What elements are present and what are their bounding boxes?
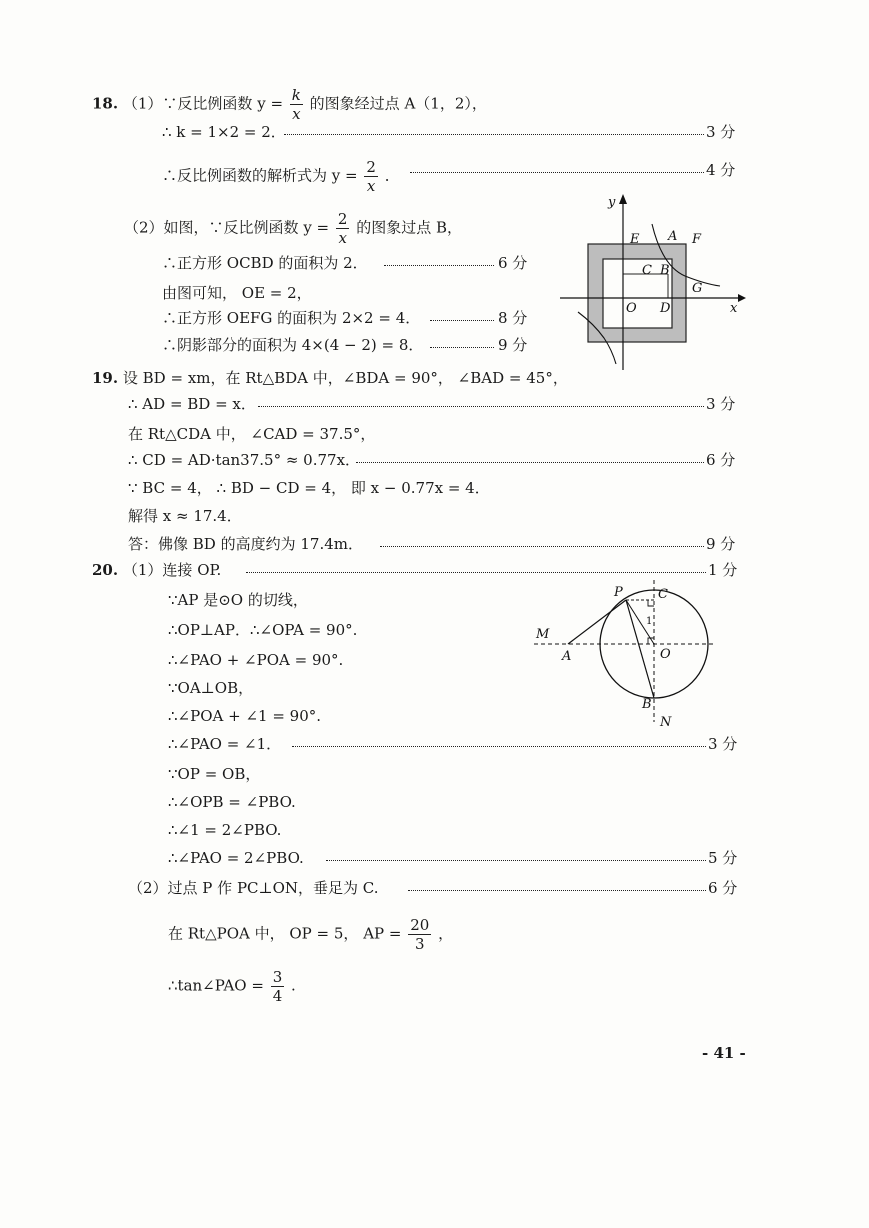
- q20-line8: ∵OP = OB，: [168, 765, 261, 783]
- label-angle-1: 1: [646, 616, 653, 627]
- q20-fraction-3-over-4: $\frac{3}{4}$: [272, 968, 283, 1005]
- label-M: M: [536, 627, 550, 642]
- q20-line3: ∴OP⊥AP．∴∠OPA = 90°.: [168, 621, 358, 639]
- label-G: G: [692, 281, 703, 296]
- q18-leader3: [384, 265, 494, 266]
- x-axis-arrow: [738, 294, 746, 302]
- q18-leader5: [430, 320, 494, 321]
- label-x: x: [730, 301, 738, 316]
- q19-line4: ∴ CD = AD·tan37.5° ≈ 0.77x．: [128, 451, 361, 469]
- q20-line5: ∵OA⊥OB，: [168, 679, 254, 697]
- right-angle-mark-c: [648, 600, 654, 606]
- q19-score4: 6 分: [706, 451, 736, 469]
- q20-figure: [530, 580, 720, 730]
- label-C: C: [642, 263, 652, 278]
- label-D: D: [660, 301, 671, 316]
- q19-line1: 19. 设 BD = xm，在 Rt△BDA 中，∠BDA = 90°， ∠BAD = 45°，: [92, 369, 568, 387]
- q19-line5: ∵ BC = 4， ∴ BD − CD = 4， 即 x − 0.77x = 4．: [128, 479, 490, 497]
- q19-leader7: [380, 546, 704, 547]
- q18-score1: 3 分: [706, 123, 736, 141]
- q20-fraction-20-over-3: $\frac{20}{3}$: [410, 916, 430, 953]
- q19-leader4: [356, 462, 704, 463]
- label-B: B: [642, 697, 652, 712]
- label-F: F: [692, 232, 702, 247]
- q18-line1: [92, 86, 487, 123]
- q20-line7: ∴∠PAO = ∠1．: [168, 735, 282, 753]
- q19-number: 19.: [92, 369, 119, 387]
- q18-number: 18.: [92, 94, 119, 113]
- q20-score11: 5 分: [708, 849, 738, 867]
- q20-score1: 1 分: [708, 561, 738, 579]
- q18-leader1: [284, 134, 704, 135]
- q18-step2: ∴反比例函数的解析式为 y = $\frac{2}{x}$ ．: [162, 158, 400, 195]
- q20-number: 20.: [92, 561, 119, 579]
- q18-score5: 8 分: [498, 309, 528, 327]
- label-A: A: [668, 229, 678, 244]
- q20-line12: （2）过点 P 作 PC⊥ON，垂足为 C.: [128, 879, 379, 897]
- label-P: P: [614, 585, 623, 600]
- label-O: O: [660, 647, 671, 662]
- q18-leader2: [410, 172, 704, 173]
- q20-line4: ∴∠PAO + ∠POA = 90°.: [168, 651, 344, 669]
- label-N: N: [660, 715, 672, 730]
- q18-fraction-k-over-x: $\frac{k}{x}$: [291, 86, 301, 123]
- q20-line13: 在 Rt△POA 中， OP = 5， AP = $\frac{20}{3}$ ，: [168, 916, 454, 953]
- q18-score2: 4 分: [706, 161, 736, 179]
- q20-score12: 6 分: [708, 879, 738, 897]
- q18-part2: （2）如图，∵反比例函数 y = $\frac{2}{x}$ 的图象过点 B，: [124, 210, 463, 247]
- q19-leader2: [258, 406, 704, 407]
- q18-fraction-2-over-x: $\frac{2}{x}$: [366, 158, 376, 195]
- q20-line10: ∴∠1 = 2∠PBO.: [168, 821, 282, 839]
- q18-step6: ∴阴影部分的面积为 4×(4 − 2) = 8．: [162, 336, 424, 354]
- y-axis-arrow: [619, 194, 627, 204]
- q19-score2: 3 分: [706, 395, 736, 413]
- q20-line2: ∵AP 是⊙O 的切线，: [168, 591, 308, 609]
- q18-score3: 6 分: [498, 254, 528, 272]
- q20-line1: 20. （1）连接 OP.: [92, 561, 222, 579]
- q20-line11: ∴∠PAO = 2∠PBO.: [168, 849, 304, 867]
- q20-leader1: [246, 572, 706, 573]
- q18-step3: ∴正方形 OCBD 的面积为 2．: [162, 254, 368, 272]
- label-C: C: [658, 587, 668, 602]
- tangent-ap: [568, 600, 626, 644]
- q18-figure: [560, 188, 750, 370]
- q18-part1-text-b: 的图象经过点 A（1，2），: [309, 94, 487, 113]
- q19-line6: 解得 x ≈ 17.4．: [128, 507, 242, 525]
- label-E: E: [630, 232, 640, 247]
- q20-line14: ∴tan∠PAO = $\frac{3}{4}$ .: [168, 968, 296, 1005]
- q20-leader12: [408, 890, 706, 891]
- q19-line7: 答：佛像 BD 的高度约为 17.4m．: [128, 535, 363, 553]
- q18-step1: ∴ k = 1×2 = 2．: [162, 123, 286, 141]
- label-O: O: [626, 301, 637, 316]
- q18-step5: ∴正方形 OEFG 的面积为 2×2 = 4．: [162, 309, 421, 327]
- q18-leader6: [430, 347, 494, 348]
- q20-line9: ∴∠OPB = ∠PBO.: [168, 793, 296, 811]
- segment-pb: [626, 600, 654, 698]
- label-y: y: [608, 195, 616, 210]
- q20-score7: 3 分: [708, 735, 738, 753]
- q20-leader11: [326, 860, 706, 861]
- q18-step4: 由图可知， OE = 2，: [162, 284, 312, 302]
- q19-line3: 在 Rt△CDA 中， ∠CAD = 37.5°，: [128, 425, 376, 443]
- q19-line2: ∴ AD = BD = x．: [128, 395, 256, 413]
- q20-leader7: [292, 746, 706, 747]
- q18-part1-text: （1）∵反比例函数 y =: [122, 94, 284, 113]
- q19-score7: 9 分: [706, 535, 736, 553]
- q20-line6: ∴∠POA + ∠1 = 90°.: [168, 707, 322, 725]
- label-B: B: [660, 263, 670, 278]
- label-A: A: [562, 649, 572, 664]
- q18-fraction-2-over-x-b: $\frac{2}{x}$: [337, 210, 348, 247]
- q18-score6: 9 分: [498, 336, 528, 354]
- page-number: - 41 -: [702, 1044, 746, 1062]
